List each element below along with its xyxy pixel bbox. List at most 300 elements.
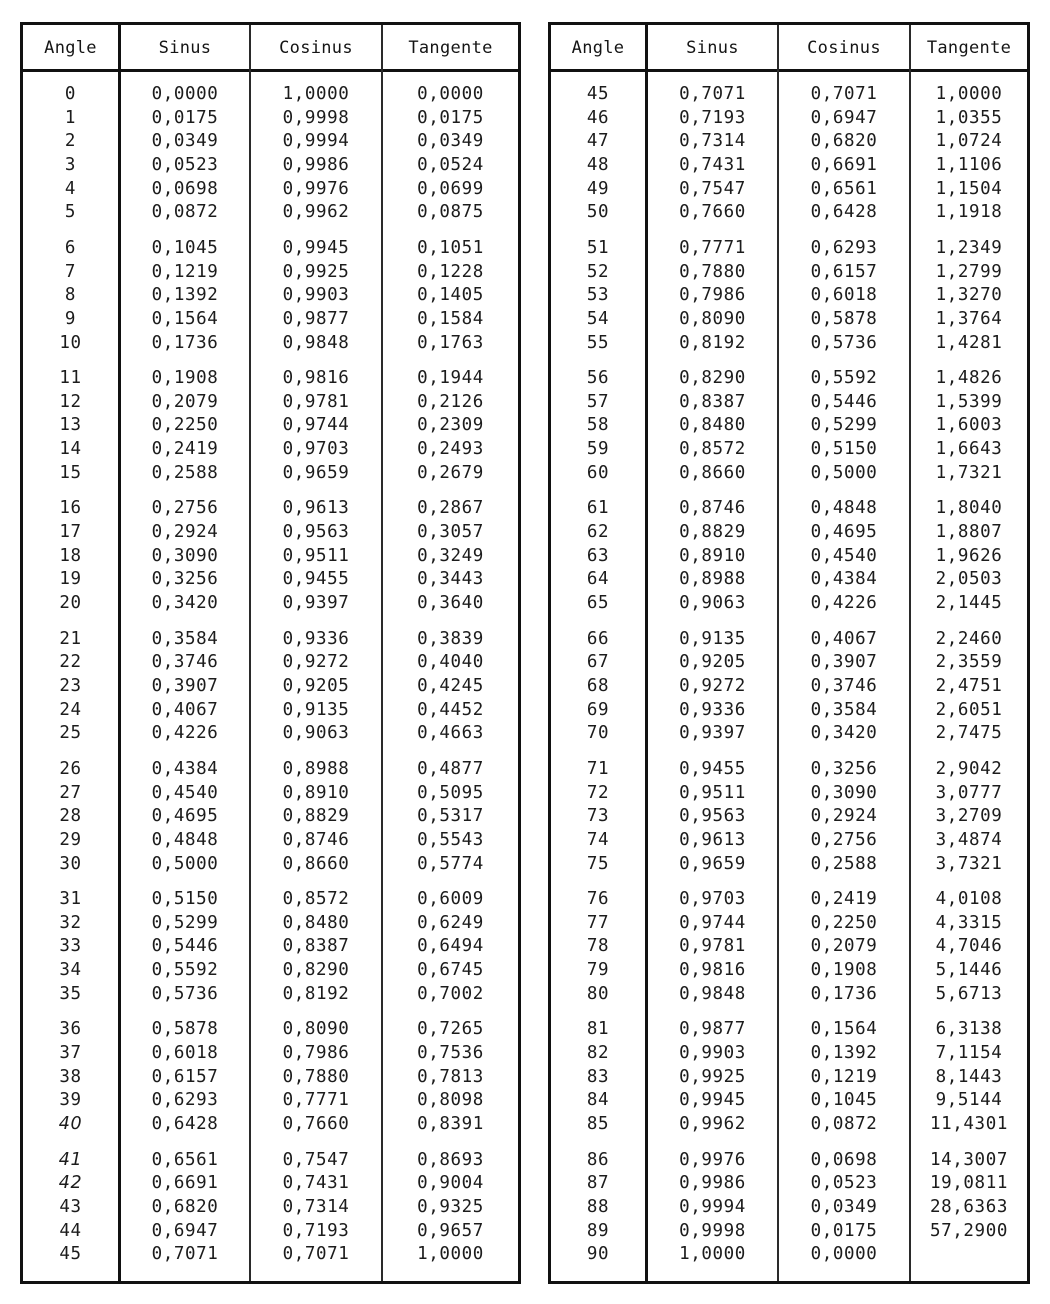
cosinus-cell: 0,3584	[810, 699, 878, 720]
cosinus-cell: 0,9986	[282, 154, 350, 175]
cosinus-cell: 0,9848	[282, 332, 350, 353]
cosinus-cell: 0,5000	[810, 462, 878, 483]
angle-cell: 32	[59, 912, 82, 933]
header-tangente: Tangente	[408, 38, 493, 58]
table-row	[23, 758, 518, 781]
cosinus-cell: 0,1564	[810, 1019, 878, 1040]
table-row	[23, 699, 518, 722]
cosinus-cell: 0,9511	[282, 545, 350, 566]
angle-cell: 14	[59, 439, 82, 460]
tangente-cell: 0,7813	[417, 1066, 484, 1087]
cosinus-cell: 0,9659	[282, 462, 350, 483]
angle-cell: 2	[64, 131, 77, 152]
tangente-cell: 1,4826	[935, 368, 1003, 389]
angle-cell: 33	[59, 936, 82, 957]
cosinus-cell: 0,5150	[810, 439, 878, 460]
cosinus-cell: 0,3090	[810, 782, 878, 803]
sinus-cell: 0,7660	[679, 202, 746, 223]
cosinus-cell: 0,9455	[282, 569, 350, 590]
sinus-cell: 0,8480	[679, 415, 746, 436]
sinus-cell: 0,3256	[151, 569, 219, 590]
tangente-cell: 0,2309	[417, 415, 484, 436]
tangente-cell: 1,1504	[935, 178, 1003, 199]
sinus-cell: 0,9397	[679, 723, 746, 744]
angle-cell: 17	[59, 522, 82, 542]
sinus-cell: 0,9903	[679, 1043, 746, 1063]
table-row	[551, 722, 1027, 745]
table-row	[551, 983, 1027, 1006]
tangente-cell: 2,6051	[935, 699, 1003, 720]
cosinus-cell: 0,9962	[282, 202, 350, 223]
table-row	[23, 1243, 518, 1266]
cosinus-cell: 0,6561	[810, 178, 878, 199]
angle-cell: 72	[586, 782, 610, 803]
sinus-cell: 0,0349	[151, 131, 219, 152]
tangente-cell: 0,5095	[417, 782, 484, 803]
table-row	[23, 1113, 518, 1136]
cosinus-cell: 0,7547	[282, 1149, 350, 1170]
tangente-cell: 0,4040	[417, 652, 484, 673]
angle-cell: 22	[59, 652, 82, 673]
tangente-cell: 4,7046	[935, 936, 1003, 957]
angle-cell: 68	[586, 675, 610, 696]
angle-cell: 19	[59, 569, 82, 590]
cosinus-cell: 0,9703	[282, 439, 350, 460]
angle-cell: 37	[59, 1043, 82, 1063]
sinus-cell: 0,2756	[151, 498, 219, 519]
sinus-cell: 0,7431	[679, 154, 746, 175]
table-row	[551, 1172, 1027, 1195]
table-row	[551, 699, 1027, 722]
sinus-cell: 0,7193	[679, 107, 746, 128]
table-row	[551, 912, 1027, 935]
sinus-cell: 0,8090	[679, 308, 746, 329]
sinus-cell: 0,5299	[151, 912, 219, 933]
table-row	[23, 592, 518, 615]
angle-cell: 23	[59, 675, 82, 696]
tangente-cell: 3,4874	[935, 829, 1003, 850]
angle-cell: 89	[586, 1220, 610, 1241]
angle-cell: 16	[59, 498, 82, 519]
sinus-cell: 0,6293	[151, 1090, 219, 1111]
sinus-cell: 0,6561	[151, 1149, 219, 1170]
angle-cell: 85	[586, 1114, 610, 1134]
cosinus-cell: 0,7193	[282, 1220, 350, 1241]
cosinus-cell: 0,6691	[810, 154, 878, 175]
sinus-cell: 0,6947	[151, 1220, 219, 1241]
table-row	[23, 959, 518, 982]
tangente-cell: 1,9626	[935, 545, 1003, 566]
cosinus-cell: 0,3746	[810, 675, 878, 696]
sinus-cell: 0,1736	[151, 332, 219, 353]
angle-cell: 60	[586, 462, 610, 483]
cosinus-cell: 0,9994	[282, 131, 350, 152]
header-angle: Angle	[44, 38, 97, 58]
sinus-cell: 0,5736	[151, 983, 219, 1004]
angle-cell: 21	[59, 628, 82, 649]
tangente-cell: 0,0524	[417, 154, 484, 175]
tangente-cell: 7,1154	[935, 1043, 1003, 1063]
table-row	[551, 154, 1027, 177]
cosinus-cell: 0,8660	[282, 853, 350, 874]
cosinus-cell: 0,2250	[810, 912, 878, 933]
sinus-cell: 0,4384	[151, 758, 219, 779]
sinus-cell: 0,9511	[679, 782, 746, 803]
sinus-cell: 0,8290	[679, 368, 746, 389]
sinus-cell: 0,7314	[679, 131, 746, 152]
sinus-cell: 0,0872	[151, 202, 219, 223]
tangente-cell: 0,6494	[417, 936, 484, 957]
sinus-cell: 0,9455	[679, 758, 746, 779]
sinus-cell: 0,4848	[151, 829, 219, 850]
cosinus-cell: 0,7314	[282, 1196, 350, 1217]
table-row	[551, 1149, 1027, 1172]
table-row	[551, 332, 1027, 355]
cosinus-cell: 0,7071	[282, 1244, 350, 1265]
table-row	[23, 462, 518, 485]
tangente-cell: 2,9042	[935, 758, 1003, 779]
cosinus-cell: 0,1219	[810, 1066, 878, 1087]
sinus-cell: 0,5446	[151, 936, 219, 957]
table-row	[551, 462, 1027, 485]
angle-cell: 4	[64, 178, 77, 199]
sinus-cell: 0,8660	[679, 462, 746, 483]
cosinus-cell: 0,9272	[282, 652, 350, 673]
sinus-cell: 0,0175	[151, 107, 219, 128]
table-row	[23, 1196, 518, 1219]
table-row	[23, 888, 518, 911]
tangente-cell: 1,3270	[935, 285, 1003, 306]
cosinus-cell: 0,8192	[282, 983, 350, 1004]
angle-cell: 81	[586, 1019, 610, 1040]
angle-cell: 77	[586, 912, 610, 933]
angle-cell: 73	[586, 806, 610, 827]
cosinus-cell: 0,3907	[810, 652, 878, 673]
table-row	[23, 154, 518, 177]
table-row	[23, 332, 518, 355]
tangente-cell: 0,9657	[417, 1220, 484, 1241]
table-row	[23, 107, 518, 130]
cosinus-cell: 0,0698	[810, 1149, 878, 1170]
sinus-cell: 0,8192	[679, 332, 746, 353]
sinus-cell: 0,9877	[679, 1019, 746, 1040]
cosinus-cell: 0,4540	[810, 545, 878, 566]
angle-cell: 26	[59, 758, 82, 779]
cosinus-cell: 0,4226	[810, 593, 878, 613]
angle-cell: 15	[59, 462, 82, 483]
tangente-cell: 0,8098	[417, 1090, 484, 1111]
tangente-cell: 1,1106	[935, 154, 1003, 175]
tangente-cell: 3,7321	[935, 853, 1003, 874]
sinus-cell: 0,0698	[151, 178, 219, 199]
angle-cell: 44	[59, 1220, 82, 1241]
table-row	[551, 83, 1027, 106]
angle-cell: 63	[586, 545, 610, 566]
tangente-cell: 3,2709	[935, 806, 1003, 827]
tangente-cell: 0,3057	[417, 522, 484, 542]
table-row	[23, 651, 518, 674]
angle-cell: 7	[64, 261, 77, 282]
angle-cell: 3	[64, 154, 77, 175]
angle-cell: 50	[586, 202, 610, 223]
table-row	[551, 438, 1027, 461]
angle-cell: 35	[59, 983, 82, 1004]
sinus-cell: 0,9998	[679, 1220, 746, 1241]
table-row	[551, 1243, 1027, 1266]
table-row	[551, 1042, 1027, 1065]
angle-cell: 48	[586, 154, 610, 175]
table-row	[551, 414, 1027, 437]
cosinus-cell: 0,9744	[282, 415, 350, 436]
angle-cell: 49	[586, 178, 610, 199]
header-cosinus: Cosinus	[279, 38, 353, 58]
angle-cell: 9	[64, 308, 77, 329]
tangente-cell: 1,0000	[417, 1244, 484, 1265]
header-sinus: Sinus	[158, 38, 212, 58]
angle-cell: 43	[59, 1196, 82, 1217]
angle-cell: 36	[59, 1019, 82, 1040]
tangente-cell: 0,2867	[417, 498, 484, 519]
sinus-cell: 0,8910	[679, 545, 746, 566]
tangente-cell: 0,4877	[417, 758, 484, 779]
table-header	[551, 25, 1027, 72]
tangente-cell: 1,5399	[935, 391, 1003, 412]
angle-cell: 25	[59, 723, 82, 744]
cosinus-cell: 0,2079	[810, 936, 878, 957]
tangente-cell: 0,7265	[417, 1019, 484, 1040]
sinus-cell: 0,2419	[151, 439, 219, 460]
angle-cell: 41	[58, 1149, 83, 1170]
sinus-cell: 0,1564	[151, 308, 219, 329]
tangente-cell: 0,5774	[417, 853, 484, 874]
tangente-cell: 9,5144	[935, 1090, 1003, 1111]
angle-cell: 24	[59, 699, 82, 720]
angle-cell: 70	[586, 723, 610, 744]
cosinus-cell: 0,9336	[282, 628, 350, 649]
trig-table-right	[548, 22, 1030, 1284]
table-row	[23, 201, 518, 224]
tangente-cell: 0,4452	[417, 699, 484, 720]
sinus-cell: 0,9272	[679, 675, 746, 696]
table-row	[551, 1089, 1027, 1112]
cosinus-cell: 0,8988	[282, 758, 350, 779]
sinus-cell: 0,8387	[679, 391, 746, 412]
table-row	[551, 959, 1027, 982]
cosinus-cell: 0,1392	[810, 1043, 878, 1063]
table-row	[23, 829, 518, 852]
tangente-cell: 0,3839	[417, 628, 484, 649]
tangente-cell: 0,0175	[417, 107, 484, 128]
table-row	[23, 308, 518, 331]
angle-cell: 90	[586, 1244, 610, 1265]
sinus-cell: 0,9848	[679, 983, 746, 1004]
tangente-cell: 1,2799	[935, 261, 1003, 282]
tangente-cell: 0,9325	[417, 1196, 484, 1217]
cosinus-cell: 0,5299	[810, 415, 878, 436]
tangente-cell: 8,1443	[935, 1066, 1003, 1087]
table-row	[23, 722, 518, 745]
sinus-cell: 0,0000	[151, 84, 219, 104]
sinus-cell: 0,0523	[151, 154, 219, 175]
sinus-cell: 0,9063	[679, 593, 746, 613]
sinus-cell: 0,9135	[679, 628, 746, 649]
table-row	[551, 201, 1027, 224]
table-row	[551, 888, 1027, 911]
tangente-cell: 1,3764	[935, 308, 1003, 329]
tangente-cell: 0,1584	[417, 308, 484, 329]
tangente-cell: 2,0503	[935, 569, 1003, 590]
table-row	[23, 1220, 518, 1243]
sinus-cell: 0,7071	[151, 1244, 219, 1265]
sinus-cell: 0,6820	[151, 1196, 219, 1217]
table-row	[551, 367, 1027, 390]
cosinus-cell: 0,8090	[282, 1019, 350, 1040]
sinus-cell: 0,9336	[679, 699, 746, 720]
cosinus-cell: 0,2924	[810, 806, 878, 827]
table-row	[551, 628, 1027, 651]
cosinus-cell: 0,4067	[810, 628, 878, 649]
sinus-cell: 0,3584	[151, 628, 219, 649]
sinus-cell: 0,4226	[151, 723, 219, 744]
table-row	[551, 935, 1027, 958]
angle-cell: 47	[586, 131, 610, 152]
sinus-cell: 0,5150	[151, 889, 219, 910]
tangente-cell: 0,5543	[417, 829, 484, 850]
header-tangente: Tangente	[926, 38, 1012, 58]
tangente-cell: 0,2679	[417, 462, 484, 483]
tangente-cell: 4,3315	[935, 912, 1003, 933]
angle-cell: 45	[586, 84, 610, 104]
table-row	[23, 521, 518, 544]
cosinus-cell: 0,5736	[810, 332, 878, 353]
cosinus-cell: 0,9397	[282, 593, 350, 613]
angle-cell: 84	[586, 1090, 610, 1111]
table-row	[551, 1220, 1027, 1243]
angle-cell: 12	[59, 391, 82, 412]
tangente-cell: 1,0724	[935, 131, 1003, 152]
sinus-cell: 0,1392	[151, 285, 219, 306]
tangente-cell: 0,7536	[417, 1043, 484, 1063]
angle-cell: 18	[59, 545, 82, 566]
table-row	[23, 912, 518, 935]
cosinus-cell: 0,4695	[810, 522, 878, 542]
tangente-cell: 2,2460	[935, 628, 1003, 649]
angle-cell: 28	[59, 806, 82, 827]
cosinus-cell: 0,4848	[810, 498, 878, 519]
table-row	[23, 438, 518, 461]
angle-cell: 53	[586, 285, 610, 306]
sinus-cell: 0,9994	[679, 1196, 746, 1217]
table-row	[551, 782, 1027, 805]
table-row	[551, 308, 1027, 331]
tangente-cell: 0,6249	[417, 912, 484, 933]
table-row	[23, 628, 518, 651]
cosinus-cell: 0,5592	[810, 368, 878, 389]
tangente-cell: 0,2493	[417, 439, 484, 460]
sinus-cell: 0,7880	[679, 261, 746, 282]
sinus-cell: 0,1908	[151, 368, 219, 389]
sinus-cell: 0,9945	[679, 1090, 746, 1111]
angle-cell: 20	[59, 593, 82, 613]
sinus-cell: 0,9976	[679, 1149, 746, 1170]
table-row	[23, 178, 518, 201]
table-row	[551, 651, 1027, 674]
table-row	[551, 107, 1027, 130]
tangente-cell: 1,0355	[935, 107, 1003, 128]
tangente-cell: 6,3138	[935, 1019, 1003, 1040]
angle-cell: 34	[59, 960, 82, 981]
angle-cell: 80	[586, 983, 610, 1004]
angle-cell: 6	[64, 237, 77, 258]
sinus-cell: 0,9659	[679, 853, 746, 874]
table-row	[551, 545, 1027, 568]
sinus-cell: 0,9962	[679, 1114, 746, 1134]
cosinus-cell: 0,9205	[282, 675, 350, 696]
tangente-cell: 1,2349	[935, 237, 1003, 258]
tangente-cell: 2,1445	[935, 593, 1003, 613]
table-row	[551, 237, 1027, 260]
tangente-cell: 1,6643	[935, 439, 1003, 460]
sinus-cell: 0,2588	[151, 462, 219, 483]
sinus-cell: 0,9613	[679, 829, 746, 850]
tangente-cell: 0,8693	[417, 1149, 484, 1170]
table-row	[551, 391, 1027, 414]
angle-cell: 42	[58, 1173, 83, 1194]
cosinus-cell: 0,9063	[282, 723, 350, 744]
table-row	[551, 568, 1027, 591]
cosinus-cell: 0,6428	[810, 202, 878, 223]
angle-cell: 66	[586, 628, 610, 649]
table-row	[23, 237, 518, 260]
sinus-cell: 0,7986	[679, 285, 746, 306]
sinus-cell: 0,8829	[679, 522, 746, 542]
cosinus-cell: 0,1908	[810, 960, 878, 981]
table-row	[551, 261, 1027, 284]
table-row	[23, 497, 518, 520]
tangente-cell: 19,0811	[930, 1173, 1008, 1194]
angle-cell: 0	[64, 84, 77, 104]
angle-cell: 5	[64, 202, 77, 223]
sinus-cell: 0,6018	[151, 1043, 219, 1063]
table-row	[23, 853, 518, 876]
angle-cell: 54	[586, 308, 610, 329]
sinus-cell: 1,0000	[679, 1244, 746, 1265]
cosinus-cell: 0,0349	[810, 1196, 878, 1217]
tangente-cell	[911, 1243, 1027, 1266]
table-row	[23, 545, 518, 568]
tangente-cell: 0,4663	[417, 723, 484, 744]
angle-cell: 31	[59, 889, 82, 910]
cosinus-cell: 0,2756	[810, 829, 878, 850]
sinus-cell: 0,2924	[151, 522, 219, 542]
sinus-cell: 0,7547	[679, 178, 746, 199]
sinus-cell: 0,2250	[151, 415, 219, 436]
tangente-cell: 14,3007	[930, 1149, 1008, 1170]
tangente-cell: 2,3559	[935, 652, 1003, 673]
cosinus-cell: 0,9563	[282, 522, 350, 542]
cosinus-cell: 0,0523	[810, 1173, 878, 1194]
angle-cell: 75	[586, 853, 610, 874]
sinus-cell: 0,3420	[151, 593, 219, 613]
sinus-cell: 0,5592	[151, 960, 219, 981]
angle-cell: 87	[586, 1173, 610, 1194]
table-row	[551, 853, 1027, 876]
cosinus-cell: 0,9925	[282, 261, 350, 282]
sinus-cell: 0,1045	[151, 237, 219, 258]
cosinus-cell: 0,6018	[810, 285, 878, 306]
table-row	[23, 935, 518, 958]
sinus-cell: 0,9563	[679, 806, 746, 827]
